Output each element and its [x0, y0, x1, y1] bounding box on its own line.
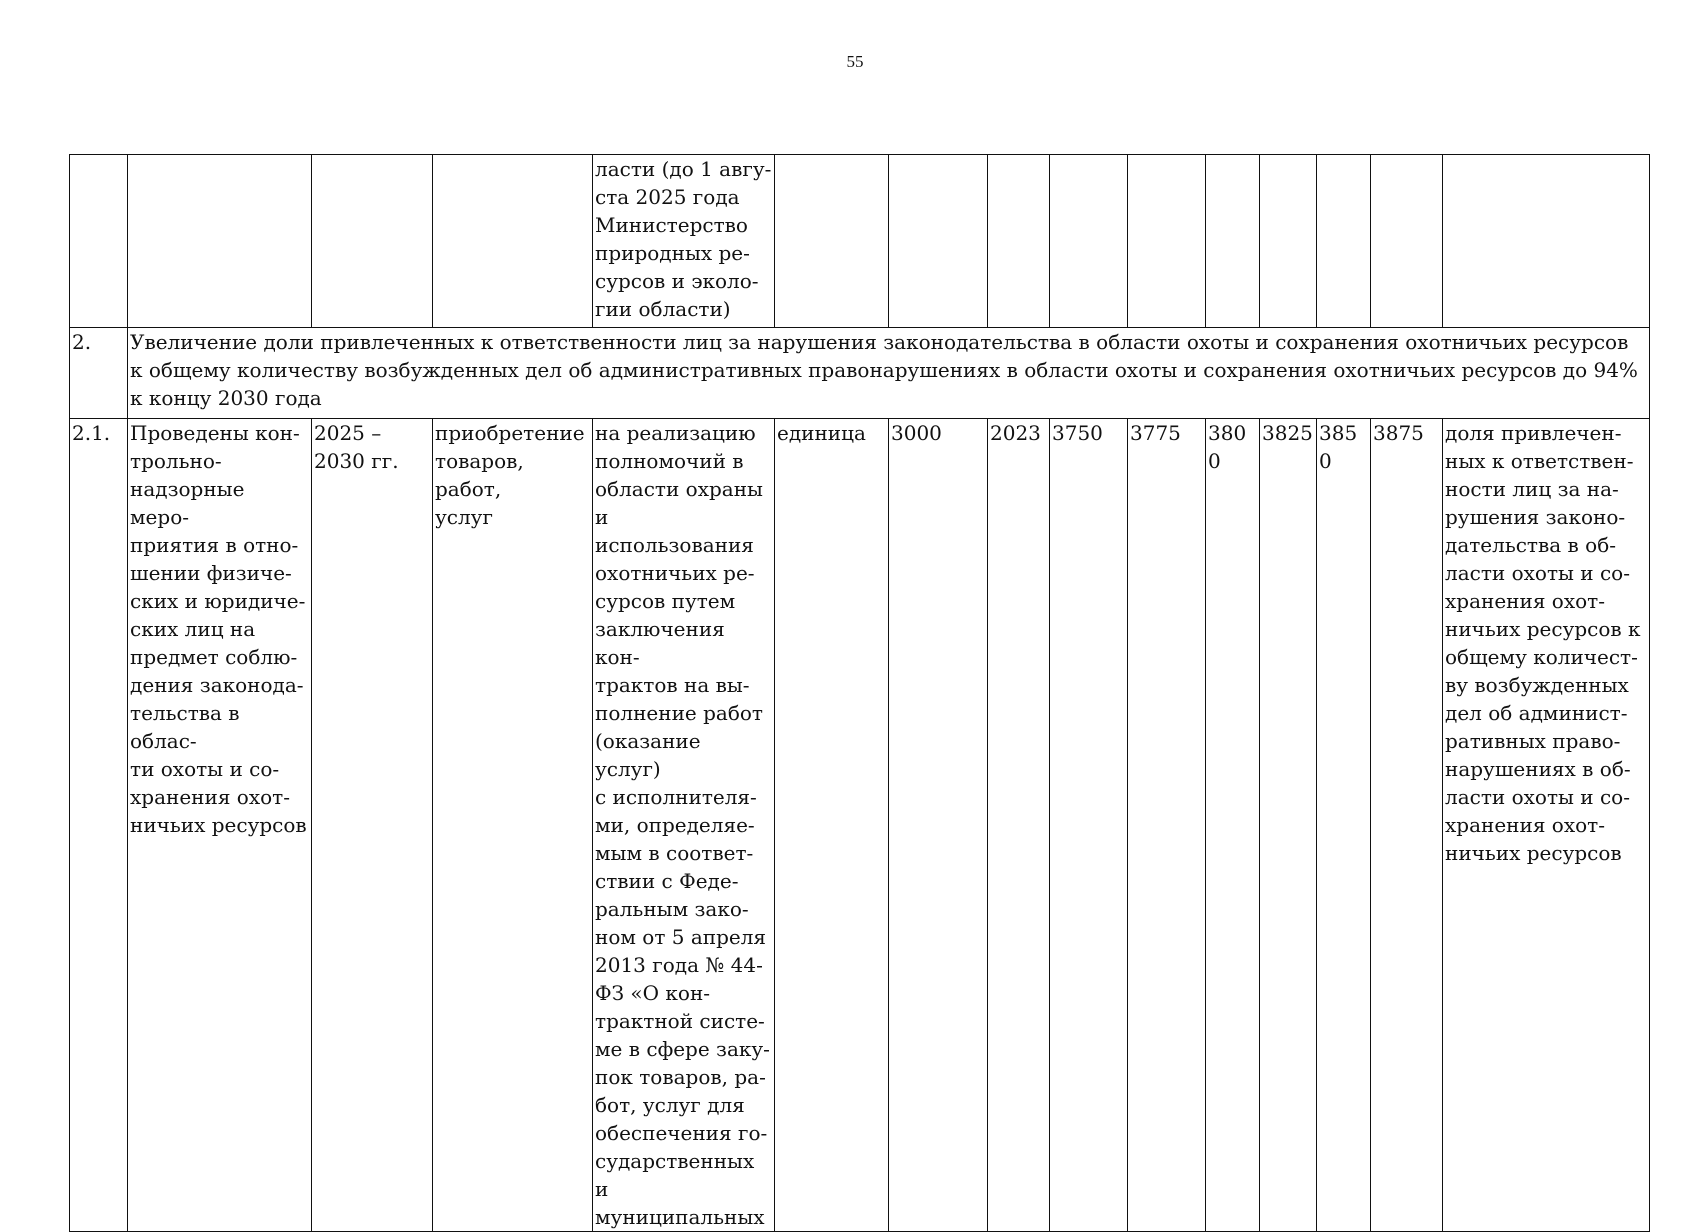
section-row — [70, 328, 1650, 419]
cell-base-year — [988, 155, 1050, 328]
cell-2029 — [1317, 155, 1371, 328]
program-table — [69, 154, 1650, 1232]
cell-event — [128, 155, 312, 328]
page-number: 55 — [846, 52, 864, 71]
value-2028-cell: 3825 — [1260, 419, 1317, 1232]
cell-period — [312, 155, 433, 328]
cell-unit — [775, 155, 889, 328]
section-title: Увеличение доли привлеченных к ответственности лиц за нарушения законодательства в области охоты и сохранения охотничьих ресурсов к общему количеству возбужденных дел об административных правонарушениях в области охоты и сохранения охотничьих ресурсов до 94% к концу 2030 года — [128, 328, 1650, 419]
value-2026-cell: 3775 — [1128, 419, 1206, 1232]
cell-2025 — [1050, 155, 1128, 328]
cell-2030 — [1371, 155, 1443, 328]
indicator-cell: доля привлечен- ных к ответствен- ности лиц за на- рушения законо- дательства в об- ласти охоты и со- хранения охот- ничьих ресурсов к общему количест- ву возбужденных дел об админист- ративных право- нарушениях в об- ласти охоты и со- хранения охот- ничьих ресурсов — [1443, 419, 1650, 1232]
direction-cell: приобретение товаров, работ, услуг — [433, 419, 593, 1232]
period-cell: 2025 – 2030 гг. — [312, 419, 433, 1232]
row-number: 2.1. — [70, 419, 128, 1232]
section-number: 2. — [70, 328, 128, 419]
cell-2026 — [1128, 155, 1206, 328]
cell-indicator — [1443, 155, 1650, 328]
value-2029-cell: 3850 — [1317, 419, 1371, 1232]
unit-cell: единица — [775, 419, 889, 1232]
event-cell: Проведены кон- трольно- надзорные меро- приятия в отно- шении физиче- ских и юридиче- ских лиц на предмет соблю- дения законода- тельства в облас- ти охоты и со- хранения охот- ничьих ресурсов — [128, 419, 312, 1232]
value-2030-cell: 3875 — [1371, 419, 1443, 1232]
cell-direction — [433, 155, 593, 328]
cell-number — [70, 155, 128, 328]
purpose-cell: на реализацию полномочий в области охраны и использования охотничьих ре- сурсов путем заключения кон- трактов на вы- полнение работ (оказание услуг) с исполнителя- ми, определяе- мым в соответ- ствии с Феде- ральным зако- ном от 5 апреля 2013 года № 44- ФЗ «О кон- трактной систе- ме в сфере заку- пок товаров, ра- бот, услуг для обеспечения го- сударственных и муниципальных — [593, 419, 775, 1232]
value-2025-cell: 3750 — [1050, 419, 1128, 1232]
table-row — [70, 419, 1650, 1232]
base-year-cell: 2023 — [988, 419, 1050, 1232]
base-value-cell: 3000 — [889, 419, 988, 1232]
cell-2028 — [1260, 155, 1317, 328]
value-2027-cell: 3800 — [1206, 419, 1260, 1232]
cell-2027 — [1206, 155, 1260, 328]
continuation-row — [70, 155, 1650, 328]
cell-purpose: ласти (до 1 авгу- ста 2025 года Министерство природных ре- сурсов и эколо- гии области) — [593, 155, 775, 328]
cell-base-value — [889, 155, 988, 328]
